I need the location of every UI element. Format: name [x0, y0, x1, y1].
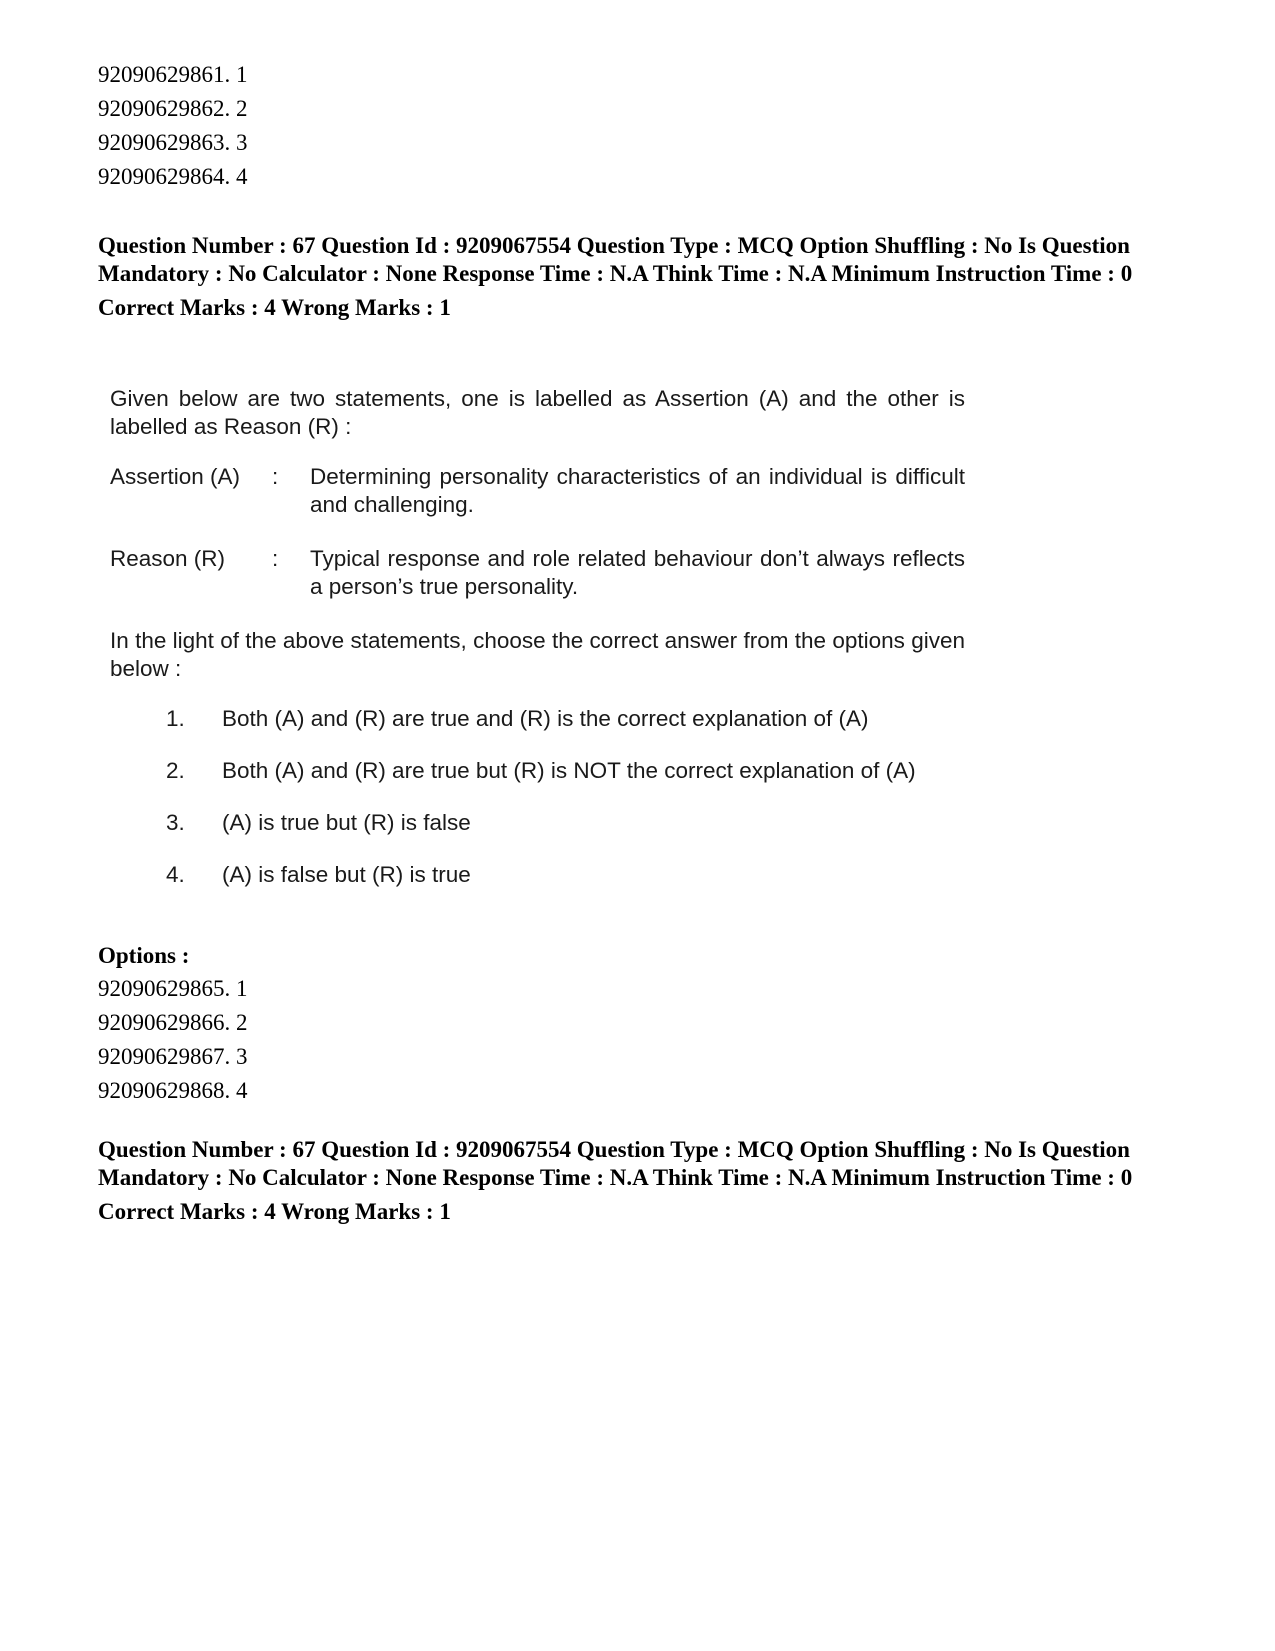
option-line: 92090629865. 1: [98, 976, 248, 1001]
answer-choice: [166, 757, 965, 785]
question-meta: Question Number : 67 Question Id : 9209067554 Question Type : MCQ Option Shuffling : No Is Question Mandatory : No Calculator : None Response Time : N.A Think Time : N.A Minimum Instruction Time : 0: [98, 1137, 1133, 1190]
question-header: [98, 232, 1178, 322]
choice-number: 2.: [166, 758, 185, 783]
option-line: 92090629864. 4: [98, 164, 248, 189]
choice-number: 4.: [166, 862, 185, 887]
choice-number: 1.: [166, 706, 185, 731]
assertion-label: Assertion (A): [110, 464, 241, 489]
answer-choice: [166, 809, 965, 837]
question-meta: Question Number : 67 Question Id : 9209067554 Question Type : MCQ Option Shuffling : No Is Question Mandatory : No Calculator : None Response Time : N.A Think Time : N.A Minimum Instruction Time : 0: [98, 233, 1133, 286]
reason-text: Typical response and role related behaviour don’t always reflects a person’s true personality.: [310, 546, 965, 599]
answer-choice: [166, 861, 965, 889]
choice-text: (A) is false but (R) is true: [222, 862, 471, 887]
answer-choice: [166, 705, 965, 733]
question-options: [98, 940, 248, 1108]
option-line: 92090629867. 3: [98, 1044, 248, 1069]
choice-text: (A) is true but (R) is false: [222, 810, 471, 835]
question-intro: Given below are two statements, one is labelled as Assertion (A) and the other is labelled as Reason (R) :: [110, 386, 965, 439]
answer-choices: [110, 705, 965, 889]
question-header: [98, 1136, 1178, 1226]
assertion-text: Determining personality characteristics of an individual is difficult and challenging.: [310, 464, 965, 517]
choice-number: 3.: [166, 810, 185, 835]
option-line: 92090629863. 3: [98, 130, 248, 155]
reason-label: Reason (R): [110, 546, 226, 571]
question-body: [110, 385, 965, 913]
question-marks: Correct Marks : 4 Wrong Marks : 1: [98, 295, 451, 320]
option-line: 92090629861. 1: [98, 62, 248, 87]
option-line: 92090629862. 2: [98, 96, 248, 121]
question-marks: Correct Marks : 4 Wrong Marks : 1: [98, 1199, 451, 1224]
question-directive: In the light of the above statements, choose the correct answer from the options given below :: [110, 628, 965, 681]
reason-colon: :: [272, 546, 279, 571]
option-line: 92090629868. 4: [98, 1078, 248, 1103]
choice-text: Both (A) and (R) are true but (R) is NOT the correct explanation of (A): [222, 758, 916, 783]
reason-statement: [110, 545, 965, 601]
choice-text: Both (A) and (R) are true and (R) is the correct explanation of (A): [222, 706, 869, 731]
previous-question-options: [98, 58, 248, 194]
options-title: Options :: [98, 943, 190, 968]
option-line: 92090629866. 2: [98, 1010, 248, 1035]
assertion-colon: :: [272, 464, 279, 489]
assertion-statement: [110, 463, 965, 519]
